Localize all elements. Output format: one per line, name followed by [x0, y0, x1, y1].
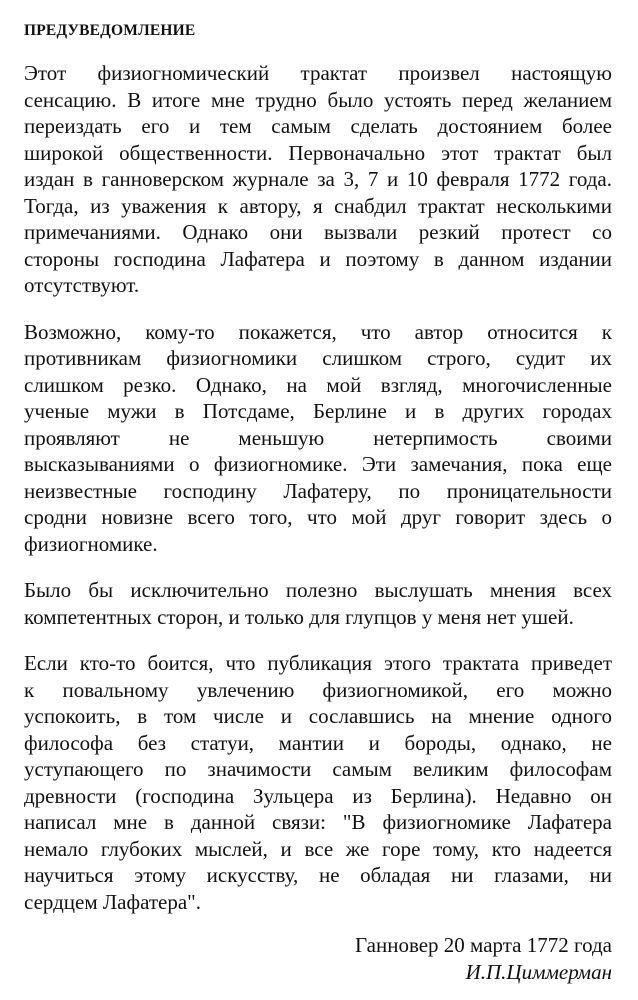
paragraph-3 — [24, 577, 612, 630]
text-line: философа без статуи, мантии и бороды, однако, не — [24, 730, 612, 755]
text-line: примечаниями. Однако они вызвали резкий протест со — [24, 220, 612, 244]
text-line: высказываниями о физиогномике. Эти замечания, пока еще — [24, 452, 612, 476]
text-line: стороны господина Лафатера и поэтому в данном издании — [24, 246, 612, 271]
text-line: Этот физиогномический трактат произвел настоящую — [24, 61, 612, 85]
text-line: к повальному увлечению физиогномикой, его можно — [24, 677, 612, 702]
paragraph-1 — [24, 60, 612, 299]
text-line: компетентных сторон, и только для глупцов у меня нет ушей. — [24, 604, 574, 629]
text-line: сродни новизне всего того, что мой друг говорит здесь о — [24, 505, 612, 529]
text-line: Возможно, кому-то покажется, что автор относится к — [24, 319, 612, 344]
document-page — [24, 18, 612, 935]
text-line: сердцем Лафатера". — [24, 889, 201, 914]
closing-block — [355, 932, 612, 985]
document-heading: ПРЕДУВЕДОМЛЕНИЕ — [24, 22, 196, 39]
text-line: Было бы исключительно полезно выслушать мнения всех — [24, 578, 612, 602]
text-line: сенсацию. В итоге мне трудно было устоять перед желанием — [24, 87, 612, 112]
text-line: издан в ганноверском журнале за 3, 7 и 10 февраля 1772 года. — [24, 167, 612, 191]
text-line: уступающего по значимости самым великим философам — [24, 757, 612, 781]
text-line: научиться этому искусству, не обладая ни глазами, ни — [24, 863, 612, 887]
text-line: древности (господина Зульцера из Берлина). Недавно он — [24, 783, 612, 808]
text-line: слишком резко. Однако, на мой взгляд, многочисленные — [24, 372, 612, 397]
text-line: физиогномике. — [24, 531, 158, 556]
text-line: противникам физиогномики слишком строго, судит их — [24, 346, 612, 370]
text-line: широкой общественности. Первоначально этот трактат был — [24, 140, 612, 165]
text-line: переиздать его и тем самым сделать достоянием более — [24, 114, 612, 138]
text-line: успокоить, в том числе и сославшись на мнение одного — [24, 704, 612, 728]
text-line: неизвестные господину Лафатеру, по проницательности — [24, 478, 612, 503]
text-line: проявляют не меньшую нетерпимость своими — [24, 425, 612, 450]
text-line: Если кто-то боится, что публикация этого трактата приведет — [24, 651, 612, 675]
text-line: отсутствуют. — [24, 273, 140, 297]
signature: И.П.Циммерман — [465, 959, 612, 984]
text-line: ученые мужи в Потсдаме, Берлине и в других городах — [24, 399, 612, 423]
place-date: Ганновер 20 марта 1772 года — [355, 933, 612, 957]
text-line: Тогда, из уважения к автору, я снабдил трактат несколькими — [24, 193, 612, 218]
text-line: немало глубоких мыслей, и все же горе тому, кто надеется — [24, 836, 612, 861]
paragraph-4 — [24, 650, 612, 915]
paragraph-2 — [24, 319, 612, 558]
text-line: написал мне в данной связи: "В физиогномике Лафатера — [24, 810, 612, 834]
